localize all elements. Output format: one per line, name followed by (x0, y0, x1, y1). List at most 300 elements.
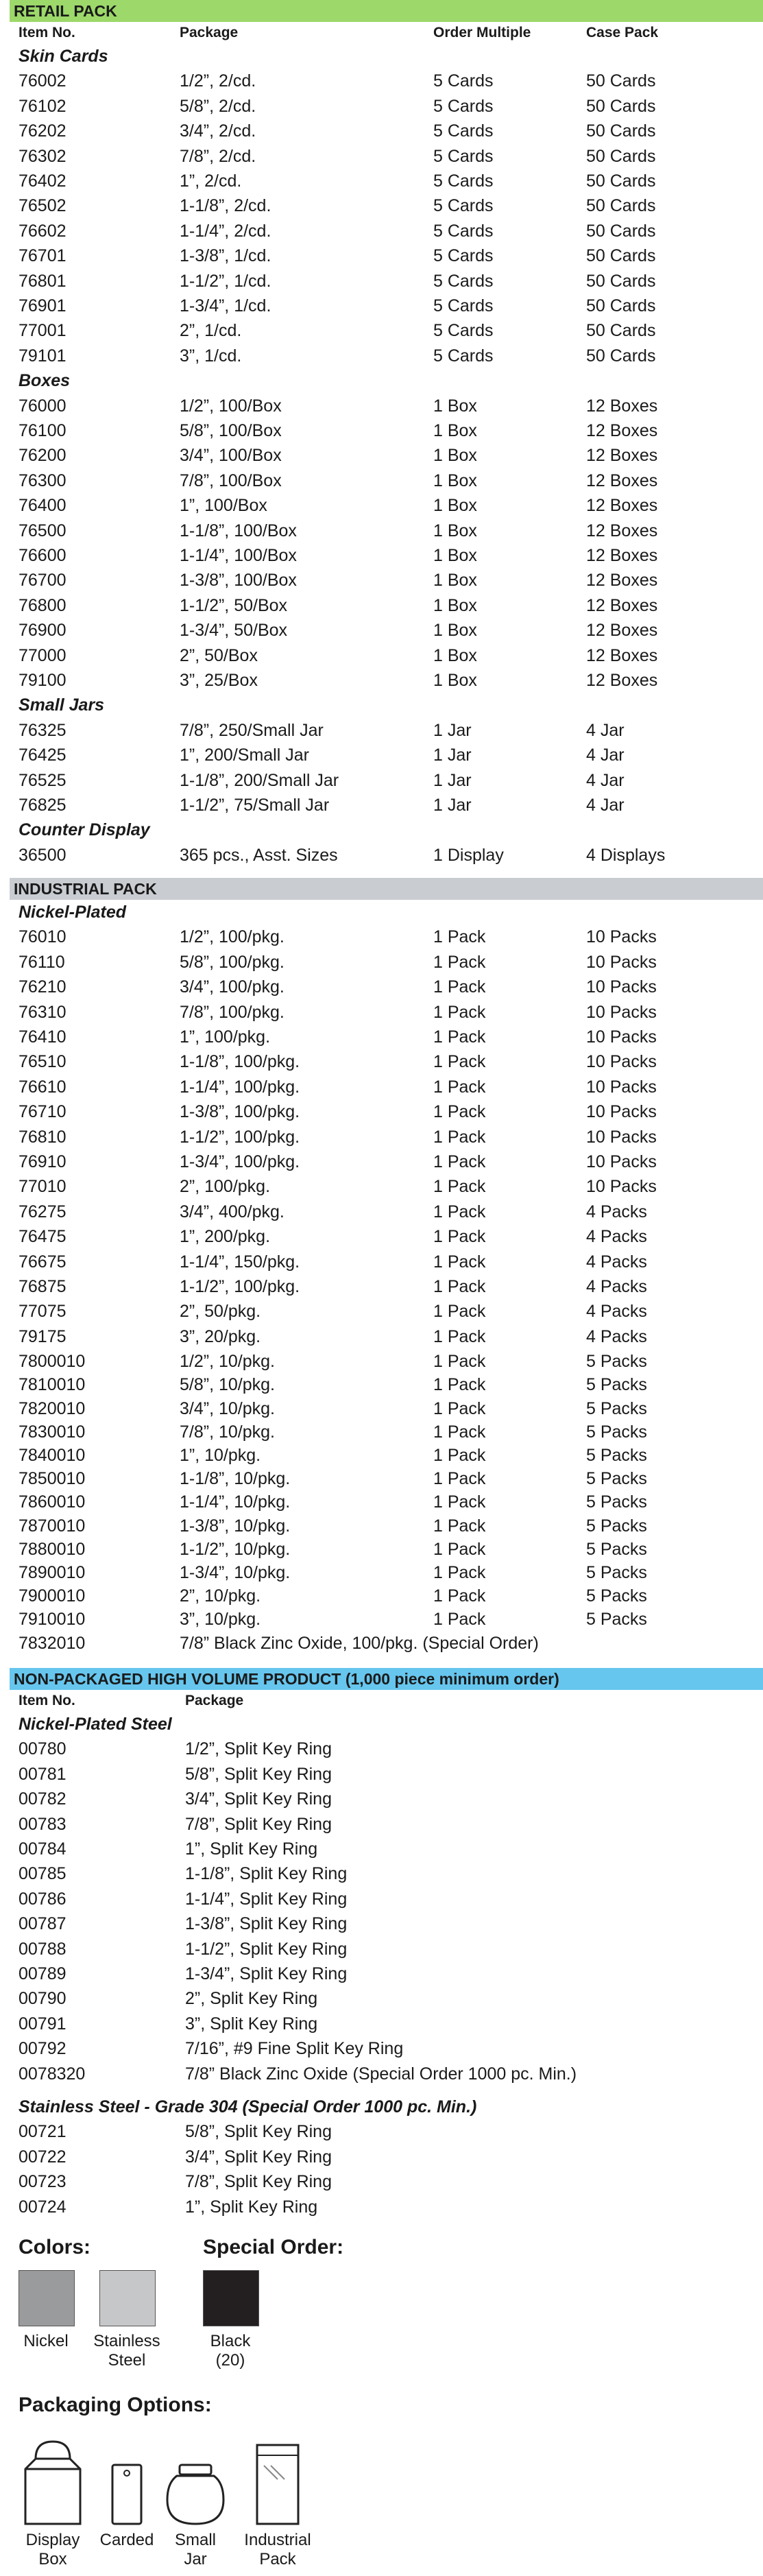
column-header-case: Case Pack (586, 25, 659, 40)
column-header-item: Item No. (19, 1693, 75, 1708)
table-cell: 5 Cards (433, 196, 494, 216)
table-cell: 5 Cards (433, 146, 494, 166)
table-cell: 5 Packs (586, 1539, 647, 1559)
table-cell: 76675 (19, 1252, 66, 1272)
table-cell: 1 Pack (433, 1027, 486, 1047)
table-cell: 00781 (19, 1764, 66, 1784)
table-cell: 1 Pack (433, 1002, 486, 1022)
table-cell: 76900 (19, 621, 66, 641)
table-cell: 5 Packs (586, 1446, 647, 1465)
table-cell: 77001 (19, 321, 66, 341)
group-title: Boxes (19, 371, 71, 391)
black-label: Black (20) (210, 2332, 251, 2370)
table-cell: 50 Cards (586, 121, 656, 141)
table-cell: 1/2”, Split Key Ring (185, 1739, 332, 1759)
table-cell: 76901 (19, 296, 66, 315)
table-cell: 76010 (19, 927, 66, 947)
table-cell: 12 Boxes (586, 671, 658, 690)
table-cell: 5 Cards (433, 346, 494, 366)
table-cell: 1 Box (433, 521, 477, 540)
table-cell: 10 Packs (586, 952, 657, 972)
table-cell: 1 Pack (433, 952, 486, 972)
table-cell: 10 Packs (586, 1002, 657, 1022)
table-cell: 1 Pack (433, 1227, 486, 1247)
table-cell: 00721 (19, 2122, 66, 2142)
small-jar-icon (165, 2462, 226, 2527)
table-cell: 1”, 100/pkg. (180, 1027, 271, 1047)
table-cell: 76200 (19, 446, 66, 466)
table-cell: 1 Pack (433, 1539, 486, 1559)
table-cell: 76910 (19, 1152, 66, 1171)
group-title: Counter Display (19, 820, 150, 840)
table-cell: 1 Pack (433, 1326, 486, 1346)
table-cell: 7900010 (19, 1586, 86, 1606)
column-header-item: Item No. (19, 25, 75, 40)
table-cell: 00783 (19, 1814, 66, 1834)
table-cell: 1-3/4”, 50/Box (180, 621, 288, 641)
colors-title: Colors: (19, 2236, 90, 2258)
table-cell: 76210 (19, 977, 66, 997)
table-cell: 7/8” Black Zinc Oxide (Special Order 1000 pc. Min.) (185, 2064, 577, 2084)
table-cell: 77075 (19, 1302, 66, 1322)
table-cell: 1 Box (433, 621, 477, 641)
table-cell: 76810 (19, 1127, 66, 1147)
table-cell: 1-1/4”, 150/pkg. (180, 1252, 300, 1272)
table-cell: 1-1/8”, 200/Small Jar (180, 770, 339, 790)
bulk-header-band: NON-PACKAGED HIGH VOLUME PRODUCT (1,000 piece minimum order) (10, 1668, 763, 1690)
table-cell: 5 Cards (433, 271, 494, 291)
table-cell: 3/4”, Split Key Ring (185, 2147, 332, 2167)
table-cell: 1-3/8”, 100/pkg. (180, 1102, 300, 1122)
table-cell: 76602 (19, 221, 66, 241)
table-cell: 50 Cards (586, 196, 656, 216)
table-cell: 1-1/8”, 100/pkg. (180, 1052, 300, 1072)
table-cell: 2”, Split Key Ring (185, 1989, 318, 2009)
carded-icon (110, 2462, 144, 2527)
table-cell: 7832010 (19, 1633, 86, 1653)
table-cell: 50 Cards (586, 171, 656, 191)
table-cell: 5 Cards (433, 321, 494, 341)
table-cell: 50 Cards (586, 296, 656, 315)
table-cell: 10 Packs (586, 1177, 657, 1197)
table-cell: 5 Packs (586, 1586, 647, 1606)
table-cell: 00785 (19, 1864, 66, 1884)
nickel-label: Nickel (23, 2332, 69, 2350)
table-cell: 1-1/8”, 2/cd. (180, 196, 271, 216)
table-cell: 5 Cards (433, 296, 494, 315)
table-cell: 76102 (19, 96, 66, 116)
table-cell: 5 Cards (433, 246, 494, 266)
table-cell: 1”, Split Key Ring (185, 2197, 318, 2217)
table-cell: 76300 (19, 470, 66, 490)
table-cell: 5 Cards (433, 221, 494, 241)
industrial-pack-icon (254, 2442, 302, 2527)
table-cell: 1-3/4”, 10/pkg. (180, 1563, 291, 1582)
table-cell: 7/8”, 100/pkg. (180, 1002, 284, 1022)
table-cell: 1 Pack (433, 1302, 486, 1322)
table-cell: 1-1/2”, 100/pkg. (180, 1277, 300, 1296)
display-box-icon (19, 2438, 87, 2527)
table-cell: 12 Boxes (586, 595, 658, 615)
table-cell: 7820010 (19, 1398, 86, 1418)
table-cell: 12 Boxes (586, 571, 658, 591)
retail-header-band: RETAIL PACK (10, 0, 763, 22)
table-cell: 00791 (19, 2014, 66, 2034)
table-cell: 7810010 (19, 1375, 86, 1395)
table-cell: 3/4”, Split Key Ring (185, 1789, 332, 1809)
table-cell: 1 Jar (433, 720, 472, 740)
table-cell: 5 Packs (586, 1610, 647, 1630)
table-cell: 10 Packs (586, 1152, 657, 1171)
column-header-package: Package (180, 25, 239, 40)
table-cell: 7870010 (19, 1516, 86, 1536)
table-cell: 1/2”, 100/Box (180, 396, 282, 416)
table-cell: 76410 (19, 1027, 66, 1047)
table-cell: 4 Packs (586, 1252, 647, 1272)
table-cell: 1 Pack (433, 1052, 486, 1072)
table-cell: 10 Packs (586, 1127, 657, 1147)
table-cell: 1-3/4”, Split Key Ring (185, 1964, 348, 1983)
table-cell: 50 Cards (586, 96, 656, 116)
table-cell: 76325 (19, 720, 66, 740)
table-cell: 1 Box (433, 645, 477, 665)
table-cell: 1 Box (433, 671, 477, 690)
table-cell: 76425 (19, 746, 66, 765)
table-cell: 1 Box (433, 571, 477, 591)
table-cell: 1 Box (433, 546, 477, 565)
table-cell: 1 Pack (433, 1127, 486, 1147)
table-cell: 00724 (19, 2197, 66, 2217)
table-cell: 7830010 (19, 1422, 86, 1442)
table-cell: 4 Packs (586, 1202, 647, 1221)
table-cell: 1 Pack (433, 1077, 486, 1097)
table-cell: 7910010 (19, 1610, 86, 1630)
table-cell: 77000 (19, 645, 66, 665)
table-cell: 76302 (19, 146, 66, 166)
table-cell: 3/4”, 10/pkg. (180, 1398, 275, 1418)
table-cell: 00792 (19, 2039, 66, 2059)
table-cell: 1”, 10/pkg. (180, 1446, 261, 1465)
table-cell: 7/8”, 100/Box (180, 470, 282, 490)
table-cell: 12 Boxes (586, 421, 658, 440)
table-cell: 76800 (19, 595, 66, 615)
group-title: Nickel-Plated Steel (19, 1715, 172, 1734)
table-cell: 5 Cards (433, 171, 494, 191)
table-cell: 76701 (19, 246, 66, 266)
table-cell: 5/8”, 100/pkg. (180, 952, 284, 972)
group-title: Small Jars (19, 695, 105, 715)
carded-label: Carded (99, 2531, 154, 2549)
table-cell: 5/8”, Split Key Ring (185, 2122, 332, 2142)
table-cell: 7/8”, Split Key Ring (185, 1814, 332, 1834)
table-cell: 365 pcs., Asst. Sizes (180, 845, 338, 865)
table-cell: 3”, 10/pkg. (180, 1610, 261, 1630)
table-cell: 50 Cards (586, 321, 656, 341)
table-cell: 10 Packs (586, 1052, 657, 1072)
table-cell: 1”, 2/cd. (180, 171, 242, 191)
group-title: Stainless Steel - Grade 304 (Special Order 1000 pc. Min.) (19, 2097, 477, 2116)
table-cell: 12 Boxes (586, 621, 658, 641)
table-cell: 4 Jar (586, 796, 625, 815)
table-cell: 5 Packs (586, 1516, 647, 1536)
table-cell: 79175 (19, 1326, 66, 1346)
table-cell: 4 Jar (586, 770, 625, 790)
table-cell: 36500 (19, 845, 66, 865)
table-cell: 1-1/4”, 100/Box (180, 546, 297, 565)
table-cell: 76500 (19, 521, 66, 540)
table-cell: 7860010 (19, 1492, 86, 1512)
table-cell: 7/8”, 250/Small Jar (180, 720, 324, 740)
table-cell: 1 Pack (433, 1610, 486, 1630)
table-cell: 5 Packs (586, 1352, 647, 1372)
table-cell: 5 Cards (433, 96, 494, 116)
table-cell: 50 Cards (586, 146, 656, 166)
table-cell: 00722 (19, 2147, 66, 2167)
table-cell: 76600 (19, 546, 66, 565)
industrial-header-band: INDUSTRIAL PACK (10, 878, 763, 900)
table-cell: 4 Packs (586, 1302, 647, 1322)
table-cell: 7890010 (19, 1563, 86, 1582)
table-cell: 12 Boxes (586, 470, 658, 490)
table-cell: 76400 (19, 496, 66, 516)
table-cell: 76710 (19, 1102, 66, 1122)
table-cell: 5 Packs (586, 1469, 647, 1489)
table-cell: 2”, 100/pkg. (180, 1177, 271, 1197)
table-cell: 10 Packs (586, 1027, 657, 1047)
table-cell: 00788 (19, 1939, 66, 1959)
table-cell: 1 Pack (433, 1152, 486, 1171)
display-box-label: Display Box (25, 2531, 80, 2568)
table-cell: 1”, 200/pkg. (180, 1227, 271, 1247)
table-cell: 1 Pack (433, 1446, 486, 1465)
table-cell: 12 Boxes (586, 546, 658, 565)
table-cell: 4 Packs (586, 1277, 647, 1296)
table-cell: 50 Cards (586, 246, 656, 266)
table-cell: 76875 (19, 1277, 66, 1296)
table-cell: 1 Pack (433, 1586, 486, 1606)
table-cell: 1 Pack (433, 1422, 486, 1442)
table-cell: 76502 (19, 196, 66, 216)
table-cell: 76610 (19, 1077, 66, 1097)
table-cell: 1 Box (433, 470, 477, 490)
small-jar-label: Small Jar (174, 2531, 216, 2568)
table-cell: 1 Pack (433, 1516, 486, 1536)
table-cell: 7840010 (19, 1446, 86, 1465)
table-cell: 1-1/2”, 1/cd. (180, 271, 271, 291)
table-cell: 1”, 100/Box (180, 496, 267, 516)
table-cell: 5/8”, 100/Box (180, 421, 282, 440)
column-header-order: Order Multiple (433, 25, 531, 40)
table-cell: 0078320 (19, 2064, 86, 2084)
stainless-swatch (99, 2270, 156, 2326)
group-title: Skin Cards (19, 47, 108, 66)
table-cell: 50 Cards (586, 346, 656, 366)
table-cell: 00784 (19, 1839, 66, 1859)
table-cell: 1-3/8”, 1/cd. (180, 246, 271, 266)
table-cell: 1 Jar (433, 770, 472, 790)
table-cell: 00786 (19, 1889, 66, 1909)
table-cell: 5 Packs (586, 1422, 647, 1442)
table-cell: 1/2”, 2/cd. (180, 71, 256, 91)
table-cell: 1-3/8”, Split Key Ring (185, 1914, 348, 1934)
table-cell: 1 Pack (433, 1469, 486, 1489)
table-cell: 3”, 25/Box (180, 671, 258, 690)
column-header-package: Package (185, 1693, 244, 1708)
table-cell: 1 Box (433, 446, 477, 466)
table-cell: 76525 (19, 770, 66, 790)
table-cell: 1-3/8”, 10/pkg. (180, 1516, 291, 1536)
table-cell: 5/8”, 10/pkg. (180, 1375, 275, 1395)
table-cell: 5 Packs (586, 1563, 647, 1582)
table-cell: 5 Packs (586, 1375, 647, 1395)
table-cell: 76700 (19, 571, 66, 591)
table-cell: 50 Cards (586, 221, 656, 241)
table-cell: 77010 (19, 1177, 66, 1197)
table-cell: 1-1/2”, 50/Box (180, 595, 288, 615)
table-cell: 1-1/4”, 10/pkg. (180, 1492, 291, 1512)
table-cell: 7/8”, Split Key Ring (185, 2172, 332, 2192)
table-cell: 7/16”, #9 Fine Split Key Ring (185, 2039, 404, 2059)
table-cell: 76202 (19, 121, 66, 141)
table-cell: 1-1/4”, 100/pkg. (180, 1077, 300, 1097)
table-cell: 1 Pack (433, 1398, 486, 1418)
table-cell: 3”, 20/pkg. (180, 1326, 261, 1346)
table-cell: 76475 (19, 1227, 66, 1247)
table-cell: 1 Pack (433, 1177, 486, 1197)
table-cell: 76801 (19, 271, 66, 291)
special-order-title: Special Order: (203, 2236, 344, 2258)
table-cell: 1 Box (433, 595, 477, 615)
table-cell: 1 Box (433, 421, 477, 440)
table-cell: 7800010 (19, 1352, 86, 1372)
nickel-swatch (19, 2270, 75, 2326)
table-cell: 1-1/8”, 10/pkg. (180, 1469, 291, 1489)
table-cell: 4 Jar (586, 746, 625, 765)
table-cell: 00723 (19, 2172, 66, 2192)
group-title: Nickel-Plated (19, 903, 127, 922)
table-cell: 1-1/2”, Split Key Ring (185, 1939, 348, 1959)
table-cell: 10 Packs (586, 1077, 657, 1097)
table-cell: 4 Packs (586, 1326, 647, 1346)
table-cell: 1 Pack (433, 1202, 486, 1221)
table-cell: 1”, Split Key Ring (185, 1839, 318, 1859)
table-cell: 3/4”, 100/pkg. (180, 977, 284, 997)
table-cell: 76100 (19, 421, 66, 440)
table-cell: 1 Pack (433, 977, 486, 997)
table-cell: 7850010 (19, 1469, 86, 1489)
table-cell: 5 Cards (433, 121, 494, 141)
table-cell: 5 Cards (433, 71, 494, 91)
table-cell: 1 Box (433, 496, 477, 516)
table-cell: 1-1/8”, 100/Box (180, 521, 297, 540)
table-cell: 76110 (19, 952, 65, 972)
table-cell: 00787 (19, 1914, 66, 1934)
table-cell: 00782 (19, 1789, 66, 1809)
table-cell: 12 Boxes (586, 521, 658, 540)
table-cell: 76510 (19, 1052, 66, 1072)
table-cell: 1-1/4”, 2/cd. (180, 221, 271, 241)
table-cell: 10 Packs (586, 1102, 657, 1122)
table-cell: 1-1/2”, 100/pkg. (180, 1127, 300, 1147)
table-cell: 10 Packs (586, 927, 657, 947)
table-cell: 76002 (19, 71, 66, 91)
table-cell: 10 Packs (586, 977, 657, 997)
table-cell: 12 Boxes (586, 396, 658, 416)
table-cell: 1 Pack (433, 1252, 486, 1272)
table-cell: 5 Packs (586, 1492, 647, 1512)
table-cell: 79101 (19, 346, 66, 366)
table-cell: 1 Jar (433, 796, 472, 815)
table-cell: 1 Pack (433, 1102, 486, 1122)
table-cell: 00790 (19, 1989, 66, 2009)
table-cell: 4 Jar (586, 720, 625, 740)
table-cell: 5/8”, 2/cd. (180, 96, 256, 116)
table-cell: 12 Boxes (586, 496, 658, 516)
table-cell: 3”, 1/cd. (180, 346, 242, 366)
table-cell: 2”, 50/pkg. (180, 1302, 261, 1322)
table-cell: 76000 (19, 396, 66, 416)
table-cell: 1-3/8”, 100/Box (180, 571, 297, 591)
table-cell: 1-1/8”, Split Key Ring (185, 1864, 348, 1884)
table-cell: 1 Pack (433, 1352, 486, 1372)
table-cell: 50 Cards (586, 71, 656, 91)
table-cell: 1-3/4”, 1/cd. (180, 296, 271, 315)
table-cell: 3/4”, 400/pkg. (180, 1202, 284, 1221)
table-cell: 4 Displays (586, 845, 666, 865)
table-cell: 79100 (19, 671, 66, 690)
table-cell: 1 Box (433, 396, 477, 416)
table-cell: 1 Pack (433, 1563, 486, 1582)
table-cell: 1-1/2”, 75/Small Jar (180, 796, 330, 815)
table-cell: 1/2”, 100/pkg. (180, 927, 284, 947)
table-cell: 7880010 (19, 1539, 86, 1559)
table-cell: 1-1/2”, 10/pkg. (180, 1539, 291, 1559)
table-cell: 7/8” Black Zinc Oxide, 100/pkg. (Special Order) (180, 1633, 539, 1653)
table-cell: 1-3/4”, 100/pkg. (180, 1152, 300, 1171)
table-cell: 2”, 50/Box (180, 645, 258, 665)
table-cell: 7/8”, 10/pkg. (180, 1422, 275, 1442)
table-cell: 7/8”, 2/cd. (180, 146, 256, 166)
stainless-label: Stainless Steel (93, 2332, 160, 2370)
table-cell: 12 Boxes (586, 446, 658, 466)
table-cell: 4 Packs (586, 1227, 647, 1247)
table-cell: 1 Pack (433, 1375, 486, 1395)
table-cell: 1”, 200/Small Jar (180, 746, 309, 765)
black-swatch (203, 2270, 259, 2326)
table-cell: 76825 (19, 796, 66, 815)
table-cell: 76275 (19, 1202, 66, 1221)
table-cell: 2”, 10/pkg. (180, 1586, 261, 1606)
table-cell: 1 Pack (433, 927, 486, 947)
table-cell: 3/4”, 100/Box (180, 446, 282, 466)
table-cell: 5/8”, Split Key Ring (185, 1764, 332, 1784)
packaging-title: Packaging Options: (19, 2394, 212, 2416)
table-cell: 76310 (19, 1002, 66, 1022)
table-cell: 1 Pack (433, 1277, 486, 1296)
table-cell: 1-1/4”, Split Key Ring (185, 1889, 348, 1909)
industrial-pack-label: Industrial Pack (244, 2531, 311, 2568)
table-cell: 3/4”, 2/cd. (180, 121, 256, 141)
table-cell: 50 Cards (586, 271, 656, 291)
table-cell: 2”, 1/cd. (180, 321, 242, 341)
table-cell: 1 Display (433, 845, 504, 865)
table-cell: 76402 (19, 171, 66, 191)
table-cell: 1/2”, 10/pkg. (180, 1352, 275, 1372)
table-cell: 5 Packs (586, 1398, 647, 1418)
table-cell: 1 Jar (433, 746, 472, 765)
table-cell: 3”, Split Key Ring (185, 2014, 318, 2034)
table-cell: 12 Boxes (586, 645, 658, 665)
